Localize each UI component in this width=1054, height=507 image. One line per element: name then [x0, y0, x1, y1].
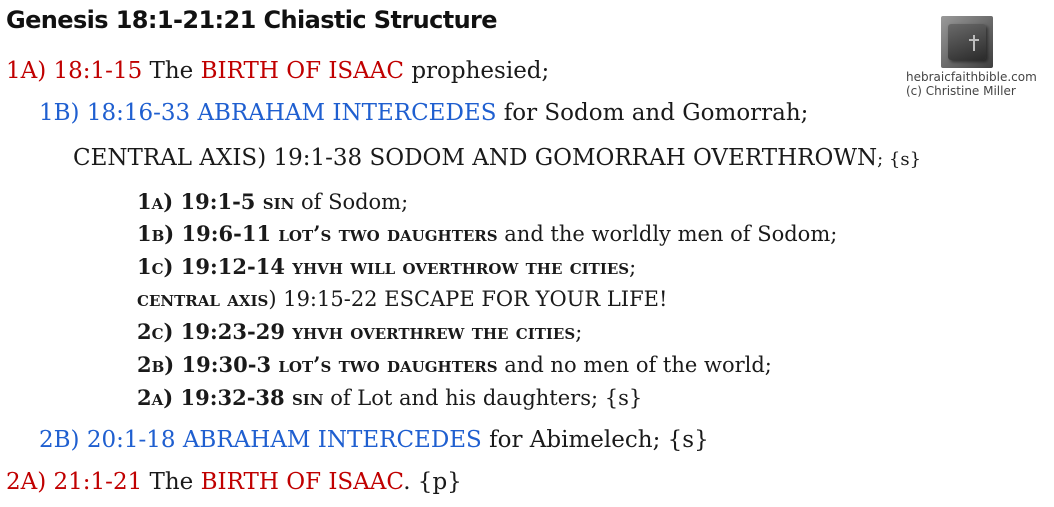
sub-1c-sc: yhvh will overthrow the cities [292, 254, 630, 279]
line-1a [6, 58, 549, 84]
line-1b-label: 1B) 18:16-33 ABRAHAM INTERCEDES [39, 100, 497, 126]
sub-1a-post: of Sodom; [294, 190, 409, 214]
central-axis-post: ; {s} [877, 149, 922, 170]
line-2a-post: . {p} [403, 469, 462, 495]
cross-icon [966, 34, 982, 54]
page-title: Genesis 18:1-21:21 Chiastic Structure [6, 6, 497, 34]
sub-central-axis [137, 286, 667, 311]
line-2b [39, 427, 709, 453]
line-1b-post: for Sodom and Gomorrah; [496, 100, 809, 126]
credit-site: hebraicfaithbible.com [906, 70, 1037, 84]
sub-2b-post: and no men of the world; [497, 353, 772, 377]
sub-2b-label: 2b) 19:30-3 [137, 352, 279, 377]
sub-central-axis-mid: ) 19:15-22 [268, 287, 385, 311]
sub-1b-post: and the worldly men of Sodom; [497, 222, 838, 246]
line-2b-post: for Abimelech; {s} [481, 427, 709, 453]
line-2a-pre: The [142, 469, 201, 495]
line-2a [6, 469, 462, 495]
line-2a-label: 2A) 21:1-21 [6, 469, 143, 495]
sub-2b [137, 352, 772, 377]
bible-book-icon [941, 16, 993, 68]
line-2a-key: BIRTH OF ISAAC [200, 469, 404, 495]
central-axis [73, 145, 921, 171]
sub-2b-sc: lot’s two daughters [278, 352, 498, 377]
line-1a-pre: The [142, 58, 201, 84]
sub-1a-label: 1a) 19:1-5 [137, 189, 263, 214]
sub-2a-sc: sin [291, 385, 324, 410]
sub-central-axis-sc: central axis [137, 286, 269, 311]
sub-1b-label: 1b) 19:6-11 [137, 221, 279, 246]
sub-1c [137, 254, 636, 279]
central-axis-text: CENTRAL AXIS) 19:1-38 SODOM AND GOMORRAH OVERTHROWN [73, 145, 878, 171]
line-2b-label: 2B) 20:1-18 ABRAHAM INTERCEDES [39, 427, 482, 453]
sub-2a [137, 385, 642, 410]
sub-1c-post: ; [629, 255, 637, 279]
credit [906, 70, 1037, 98]
sub-2c [137, 319, 582, 344]
sub-2a-label: 2a) 19:32-38 [137, 385, 292, 410]
sub-1a [137, 189, 408, 214]
line-1b [39, 100, 808, 126]
credit-author: (c) Christine Miller [906, 84, 1016, 98]
sub-2c-sc: yhvh overthrew the cities [292, 319, 576, 344]
sub-2c-post: ; [575, 320, 583, 344]
sub-1b-sc: lot’s two daughters [278, 221, 498, 246]
sub-central-axis-post: ! [659, 287, 668, 311]
sub-2a-post: of Lot and his daughters; {s} [323, 386, 643, 410]
sub-2c-label: 2c) 19:23-29 [137, 319, 293, 344]
sub-central-axis-big: ESCAPE FOR YOUR LIFE [384, 287, 659, 311]
sub-1a-sc: sin [262, 189, 295, 214]
line-1a-post: prophesied; [404, 58, 550, 84]
sub-1c-label: 1c) 19:12-14 [137, 254, 293, 279]
line-1a-label: 1A) 18:1-15 [6, 58, 143, 84]
line-1a-key: BIRTH OF ISAAC [200, 58, 405, 84]
sub-1b [137, 221, 837, 246]
